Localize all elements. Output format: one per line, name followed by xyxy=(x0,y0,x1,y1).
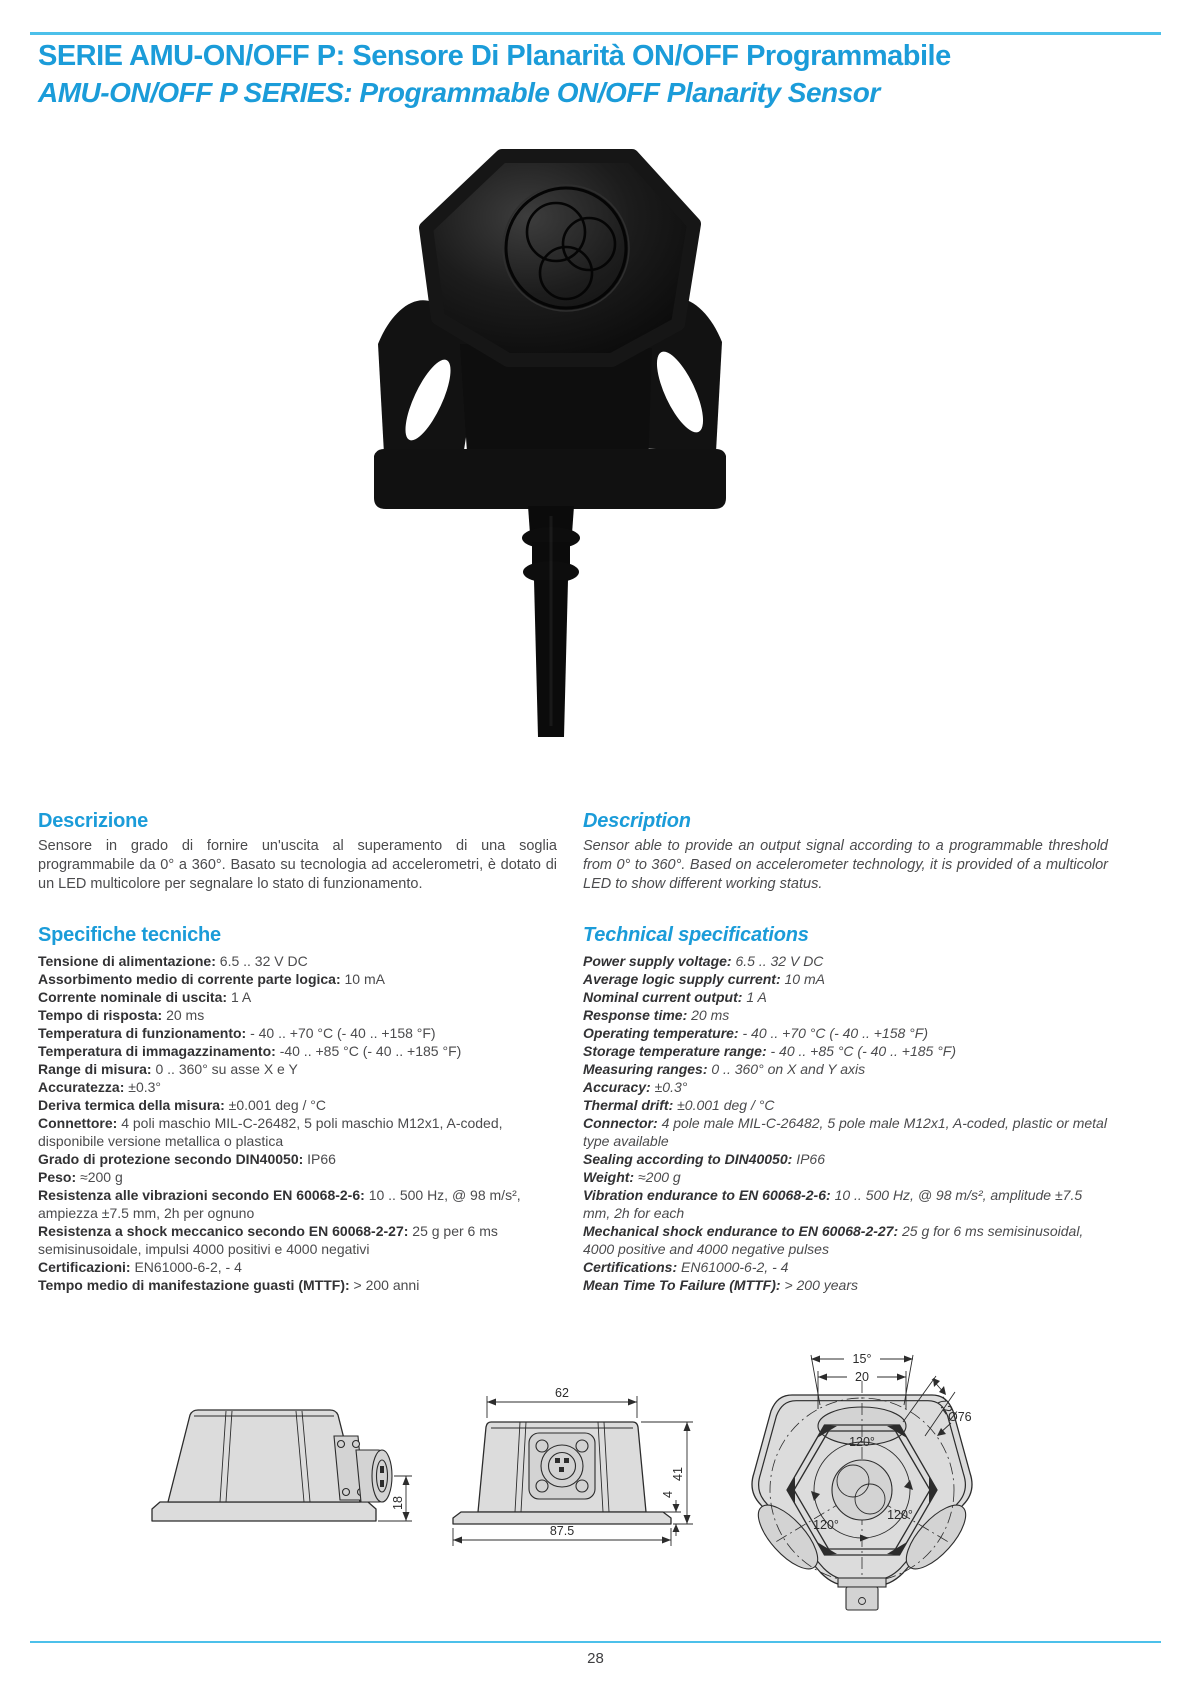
description-body-en: Sensor able to provide an output signal according to a programmable threshold from 0° to 360°. Based on accelerometer technology, it is provided of a multicolor LED to show different working status. xyxy=(583,838,1108,892)
spec-row xyxy=(583,970,1108,988)
spec-row xyxy=(583,1168,1108,1186)
spec-label: Certificazioni: xyxy=(38,1259,131,1275)
spec-value: EN61000-6-2, - 4 xyxy=(681,1259,789,1275)
spec-label: Temperatura di funzionamento: xyxy=(38,1025,247,1041)
spec-row xyxy=(38,1006,557,1024)
spec-value: ±0.001 deg / °C xyxy=(228,1097,326,1113)
spec-value: EN61000-6-2, - 4 xyxy=(134,1259,242,1275)
description-heading-it: Descrizione xyxy=(38,810,149,832)
spec-value: > 200 years xyxy=(784,1277,859,1293)
spec-value: ≈200 g xyxy=(637,1169,681,1185)
spec-label: Mean Time To Failure (MTTF): xyxy=(583,1277,781,1293)
spec-value: ≈200 g xyxy=(80,1169,123,1185)
spec-label: Power supply voltage: xyxy=(583,953,732,969)
svg-text:Ø76: Ø76 xyxy=(948,1410,972,1424)
spec-label: Response time: xyxy=(583,1007,688,1023)
spec-label: Tempo medio di manifestazione guasti (MTTF): xyxy=(38,1277,350,1293)
svg-text:20: 20 xyxy=(855,1370,869,1384)
spec-row xyxy=(38,1078,557,1096)
svg-text:62: 62 xyxy=(555,1386,569,1400)
spec-label: Resistenza alle vibrazioni secondo EN 60068-2-6: xyxy=(38,1187,365,1203)
spec-label: Grado di protezione secondo DIN40050: xyxy=(38,1151,304,1167)
spec-label: Nominal current output: xyxy=(583,989,743,1005)
footer-rule xyxy=(30,1641,1161,1643)
page-title-english: AMU-ON/OFF P SERIES: Programmable ON/OFF Planarity Sensor xyxy=(38,77,880,108)
dim-87-5 xyxy=(453,1524,671,1546)
spec-row xyxy=(583,1060,1108,1078)
spec-row xyxy=(583,1114,1108,1150)
spec-label: Tempo di risposta: xyxy=(38,1007,163,1023)
drawing-top-view xyxy=(670,1315,980,1625)
spec-row xyxy=(38,1222,557,1258)
description-body-it: Sensore in grado di fornire un'uscita al superamento di una soglia programmabile da 0° a 360°. Basato su tecnologia ad accelerometri, è dotato di un LED multicolore per segnalare lo stato di funzionamento. xyxy=(38,838,557,892)
page-number: 28 xyxy=(587,1650,604,1667)
spec-label: Weight: xyxy=(583,1169,635,1185)
spec-label: Vibration endurance to EN 60068-2-6: xyxy=(583,1187,831,1203)
spec-row xyxy=(583,952,1108,970)
spec-row xyxy=(583,1096,1108,1114)
spec-value: 0 .. 360° on X and Y axis xyxy=(711,1061,866,1077)
base-plate xyxy=(374,449,726,509)
specs-list-en xyxy=(583,952,1108,1294)
spec-label: Mechanical shock endurance to EN 60068-2-27: xyxy=(583,1223,899,1239)
top-rule xyxy=(30,32,1161,35)
spec-label: Sealing according to DIN40050: xyxy=(583,1151,793,1167)
spec-label: Accuracy: xyxy=(583,1079,651,1095)
spec-label: Tensione di alimentazione: xyxy=(38,953,216,969)
spec-label: Connector: xyxy=(583,1115,658,1131)
spec-row xyxy=(38,1186,557,1222)
spec-value: 20 ms xyxy=(691,1007,730,1023)
spec-value: - 40 .. +70 °C (- 40 .. +158 °F) xyxy=(250,1025,436,1041)
spec-value: ±0.3° xyxy=(128,1079,162,1095)
spec-row xyxy=(38,988,557,1006)
spec-value: 1 A xyxy=(230,989,252,1005)
spec-label: Average logic supply current: xyxy=(583,971,781,987)
sensor-cap xyxy=(426,156,694,360)
spec-value: -40 .. +85 °C (- 40 .. +185 °F) xyxy=(279,1043,462,1059)
spec-row xyxy=(583,1042,1108,1060)
spec-value: 6.5 .. 32 V DC xyxy=(735,953,824,969)
svg-text:41: 41 xyxy=(671,1467,685,1481)
spec-row xyxy=(583,1024,1108,1042)
specs-list-it xyxy=(38,952,557,1294)
spec-row xyxy=(38,970,557,988)
spec-value: 10 .. 500 Hz, @ 98 m/s², amplitude ±7.5 mm, 2h for each xyxy=(583,1187,1083,1221)
spec-value: 25 g per 6 ms semisinusoidale, impulsi 4000 positivi e 4000 negativi xyxy=(38,1223,498,1257)
dim-angle-b: 120° xyxy=(813,1518,839,1532)
spec-label: Assorbimento medio di corrente parte logica: xyxy=(38,971,341,987)
spec-label: Connettore: xyxy=(38,1115,118,1131)
spec-value: 4 pole male MIL-C-26482, 5 pole male M12x1, A-coded, plastic or metal type available xyxy=(583,1115,1107,1149)
spec-row xyxy=(38,1258,557,1276)
bottom-connector-tab xyxy=(838,1578,886,1610)
spec-label: Temperatura di immagazzinamento: xyxy=(38,1043,276,1059)
svg-text:18: 18 xyxy=(391,1496,405,1510)
specs-heading-en: Technical specifications xyxy=(583,924,809,946)
spec-label: Measuring ranges: xyxy=(583,1061,708,1077)
spec-row xyxy=(38,1150,557,1168)
column-italian xyxy=(38,810,557,1294)
spec-value: 0 .. 360° su asse X e Y xyxy=(155,1061,298,1077)
spec-label: Range di misura: xyxy=(38,1061,152,1077)
page-title-italian: SERIE AMU-ON/OFF P: Sensore Di Planarità ON/OFF Programmabile xyxy=(38,40,951,72)
spec-value: IP66 xyxy=(796,1151,825,1167)
spec-row xyxy=(38,1042,557,1060)
specs-heading-it: Specifiche tecniche xyxy=(38,924,221,946)
spec-label: Deriva termica della misura: xyxy=(38,1097,225,1113)
spec-row xyxy=(583,1276,1108,1294)
spec-row xyxy=(38,1276,557,1294)
dim-62 xyxy=(487,1386,637,1418)
svg-text:7.2: 7.2 xyxy=(933,1394,956,1417)
spec-row xyxy=(583,1078,1108,1096)
spec-label: Resistenza a shock meccanico secondo EN 60068-2-27: xyxy=(38,1223,409,1239)
spec-value: IP66 xyxy=(307,1151,336,1167)
spec-value: 1 A xyxy=(746,989,767,1005)
spec-row xyxy=(38,1096,557,1114)
spec-value: 4 poli maschio MIL-C-26482, 5 poli maschio M12x1, A-coded, disponibile versione metallica o plastica xyxy=(38,1115,503,1149)
spec-value: 10 .. 500 Hz, @ 98 m/s², ampiezza ±7.5 mm, 2h per ognuno xyxy=(38,1187,521,1221)
spec-label: Corrente nominale di uscita: xyxy=(38,989,228,1005)
spec-label: Peso: xyxy=(38,1169,77,1185)
svg-text:15°: 15° xyxy=(852,1352,872,1366)
spec-label: Thermal drift: xyxy=(583,1097,674,1113)
spec-row xyxy=(583,1150,1108,1168)
dim-angle-a: 120° xyxy=(849,1435,875,1449)
column-english xyxy=(583,810,1108,1294)
spec-row xyxy=(583,1222,1108,1258)
spec-row xyxy=(583,1186,1108,1222)
spec-value: 6.5 .. 32 V DC xyxy=(219,953,308,969)
spec-value: ±0.3° xyxy=(654,1079,688,1095)
svg-text:4: 4 xyxy=(661,1491,675,1498)
dim-angle-c: 120° xyxy=(887,1508,913,1522)
description-heading-en: Description xyxy=(583,810,691,832)
spec-value: > 200 anni xyxy=(353,1277,420,1293)
spec-value: 10 mA xyxy=(784,971,825,987)
cable xyxy=(522,506,580,737)
spec-value: 20 ms xyxy=(166,1007,205,1023)
spec-value: - 40 .. +70 °C (- 40 .. +158 °F) xyxy=(742,1025,928,1041)
spec-label: Accuratezza: xyxy=(38,1079,125,1095)
spec-value: ±0.001 deg / °C xyxy=(677,1097,775,1113)
spec-value: 25 g for 6 ms semisinusoidal, 4000 positive and 4000 negative pulses xyxy=(583,1223,1084,1257)
spec-row xyxy=(583,988,1108,1006)
spec-value: 10 mA xyxy=(344,971,385,987)
svg-text:87.5: 87.5 xyxy=(549,1524,575,1538)
spec-label: Storage temperature range: xyxy=(583,1043,767,1059)
spec-row xyxy=(38,1060,557,1078)
spec-row xyxy=(583,1006,1108,1024)
spec-row xyxy=(38,1024,557,1042)
product-photo xyxy=(360,136,740,741)
spec-row xyxy=(583,1258,1108,1276)
spec-label: Certifications: xyxy=(583,1259,678,1275)
spec-row xyxy=(38,1168,557,1186)
spec-row xyxy=(38,1114,557,1150)
spec-row xyxy=(38,952,557,970)
spec-label: Operating temperature: xyxy=(583,1025,739,1041)
spec-value: - 40 .. +85 °C (- 40 .. +185 °F) xyxy=(770,1043,956,1059)
